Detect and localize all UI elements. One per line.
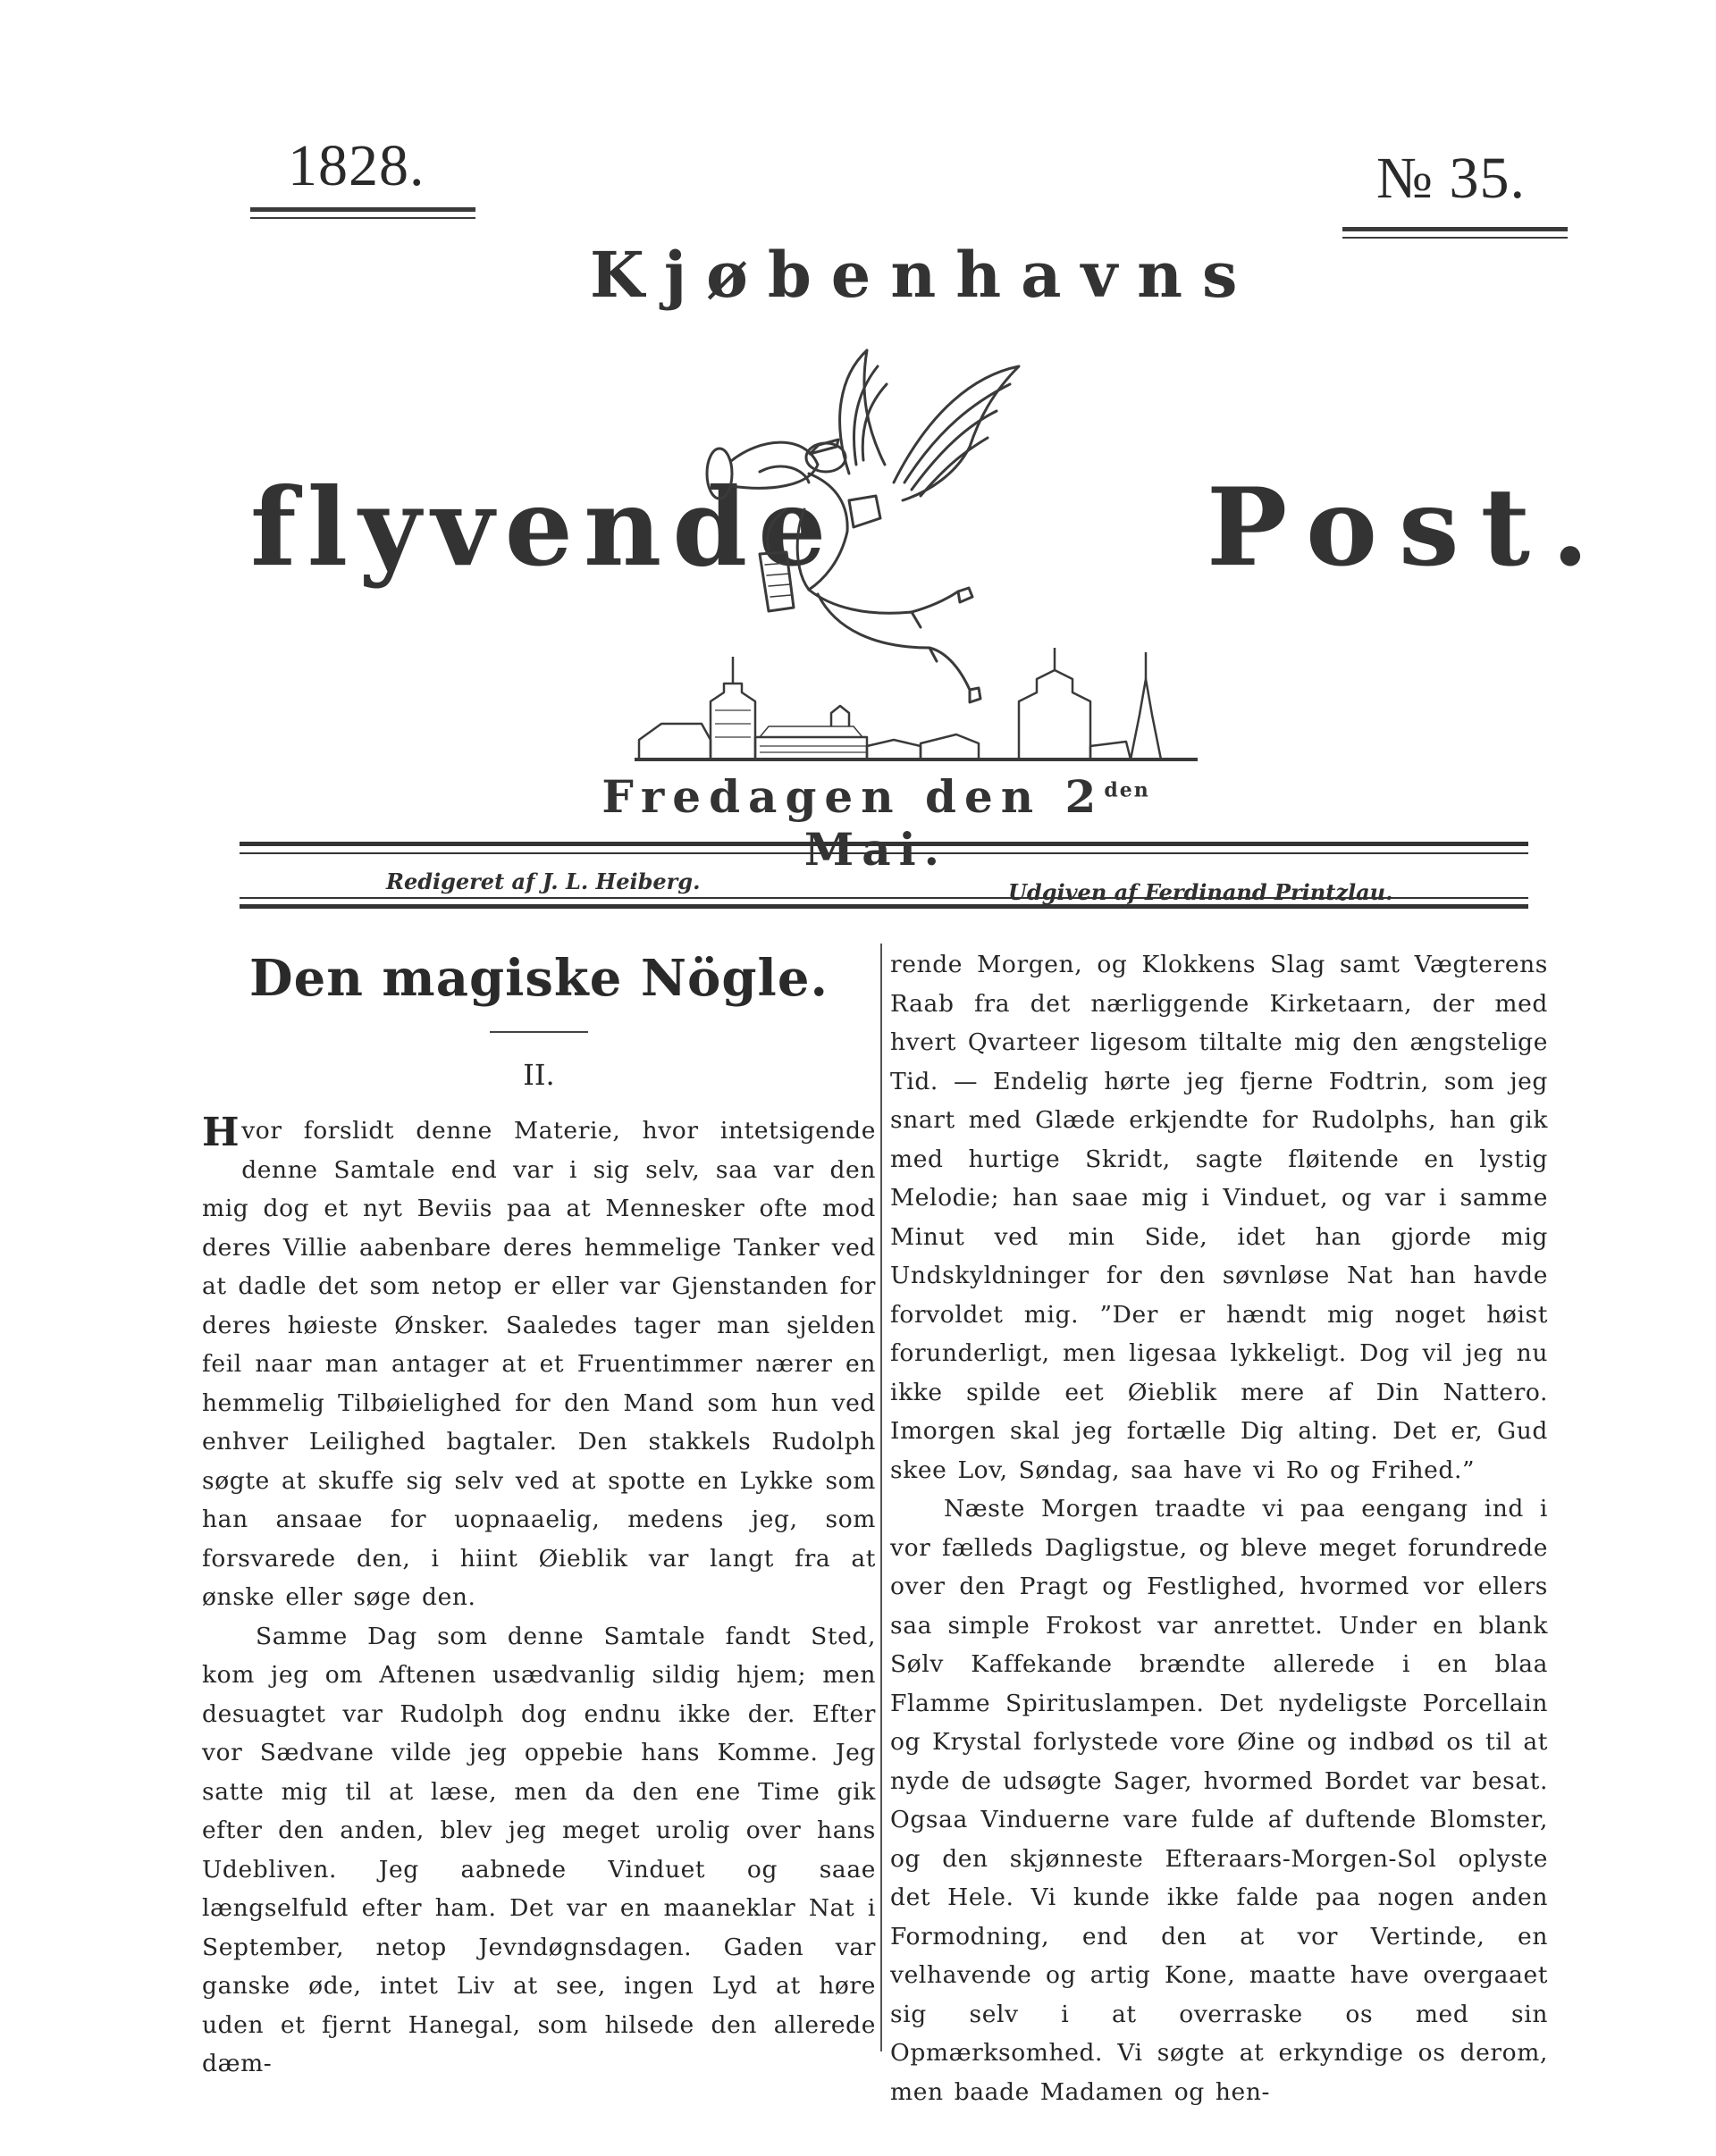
band-rule-top <box>240 842 1528 846</box>
issue-number: № 35. <box>1376 146 1526 211</box>
article-paragraph: Hvor forslidt denne Materie, hvor intetsigende denne Samtale end var i sig selv, saa var den mig dog et nyt Beviis paa at Mennesker ofte mod deres Villie aabenbare deres hemmelige Tanker ved at dadle det som netop er eller var Gjenstanden for deres høieste Ønsker. Saaledes tager man sjelden feil naar man antager at et Fruentimmer nærer en hemmelig Tilbøielighed for den Mand som hun ved enhver Leilighed bagtaler. Den stakkels Rudolph søgte at skuffe sig selv ved at spotte en Lykke som han ansaae for uopnaaelig, medens jeg, som forsvarede den, i hiint Øieblik var langt fra at ønske eller søge den. <box>202 1110 876 1611</box>
article-title-rule <box>490 1031 588 1033</box>
editor-credit: Redigeret af J. L. Heiberg. <box>386 868 701 894</box>
year-underline <box>250 207 475 212</box>
masthead-title-left: flyvende <box>250 465 837 591</box>
chapter-number: II. <box>523 1058 555 1092</box>
article-paragraph: Samme Dag som denne Samtale fandt Sted, kom jeg om Aftenen usædvanlig sildig hjem; men desuagtet var Rudolph dog endnu ikke der. Efter vor Sædvane vilde jeg oppebie hans Komme. Jeg satte mig til at læse, men da den ene Time gik efter den anden, blev jeg meget urolig over hans Udebliven. Jeg aabnede Vinduet og saae længselfuld efter ham. Det var en maaneklar Nat i September, netop Jevndøgnsdagen. Gaden var ganske øde, intet Liv at see, ingen Lyd at høre uden et fjernt Hanegal, som hilsede den allerede dæm- <box>202 1622 876 2077</box>
flying-messenger-emblem-icon <box>626 340 1207 768</box>
article-title: Den magiske Nögle. <box>249 949 829 1008</box>
masthead-title-top: Kjøbenhavns <box>590 238 1258 312</box>
issue-date-sup: den <box>1104 778 1150 802</box>
publisher-credit: Udgiven af Ferdinand Printzlau. <box>1008 879 1393 905</box>
left-column <box>202 945 876 2084</box>
article-paragraph: Næste Morgen traadte vi paa eengang ind i vor fælleds Dagligstue, og bleve meget forundrede over den Pragt og Festlighed, hvormed vor ellers saa simple Frokost var anrettet. Under en blank Sølv Kaffekande brændte allerede i en blaa Flamme Spirituslampen. Det nydeligste Porcellain og Krystal forlystede vore Øine og indbød os til at nyde de udsøgte Sager, hvormed Bordet var besat. Ogsaa Vinduerne vare fulde af duftende Blomster, og den skjønneste Efteraars-Morgen-Sol oplyste det Hele. Vi kunde ikke falde paa nogen anden Formodning, end den at vor Vertinde, en velhavende og artig Kone, maatte have overgaaet sig selv i at overraske os med sin Opmærksomhed. Vi søgte at erkyndige os derom, men baade Madamen og hen- <box>890 1495 1548 2106</box>
article-paragraph: rende Morgen, og Klokkens Slag samt Vægterens Raab fra det nærliggende Kirketaarn, der med hvert Qvarteer ligesom tiltalte mig den ængstelige Tid. — Endelig hørte jeg fjerne Fodtrin, som jeg snart med Glæde erkjendte for Rudolphs, han gik med hurtige Skridt, sagte fløitende en lystig Melodie; han saae mig i Vinduet, og var i samme Minut ved min Side, idet han gjorde mig Undskyldninger for den søvnløse Nat han havde forvoldet mig. ”Der er hændt mig noget høist forunderligt, men ligesaa lykkeligt. Dog vil jeg nu ikke spilde eet Øieblik mere af Din Nattero. Imorgen skal jeg fortælle Dig alting. Det er, Gud skee Lov, Søndag, saa have vi Ro og Frihed.” <box>890 951 1548 1484</box>
issue-date-day: Fredagen den 2 <box>601 770 1105 823</box>
issue-year: 1828. <box>288 133 425 198</box>
right-column <box>890 945 1548 2111</box>
masthead-title-right: Post. <box>1207 465 1611 591</box>
column-divider <box>880 944 882 2051</box>
issue-date-month: Mai. <box>803 823 948 876</box>
band-rule-top-thin <box>240 852 1528 854</box>
number-underline <box>1342 227 1568 231</box>
